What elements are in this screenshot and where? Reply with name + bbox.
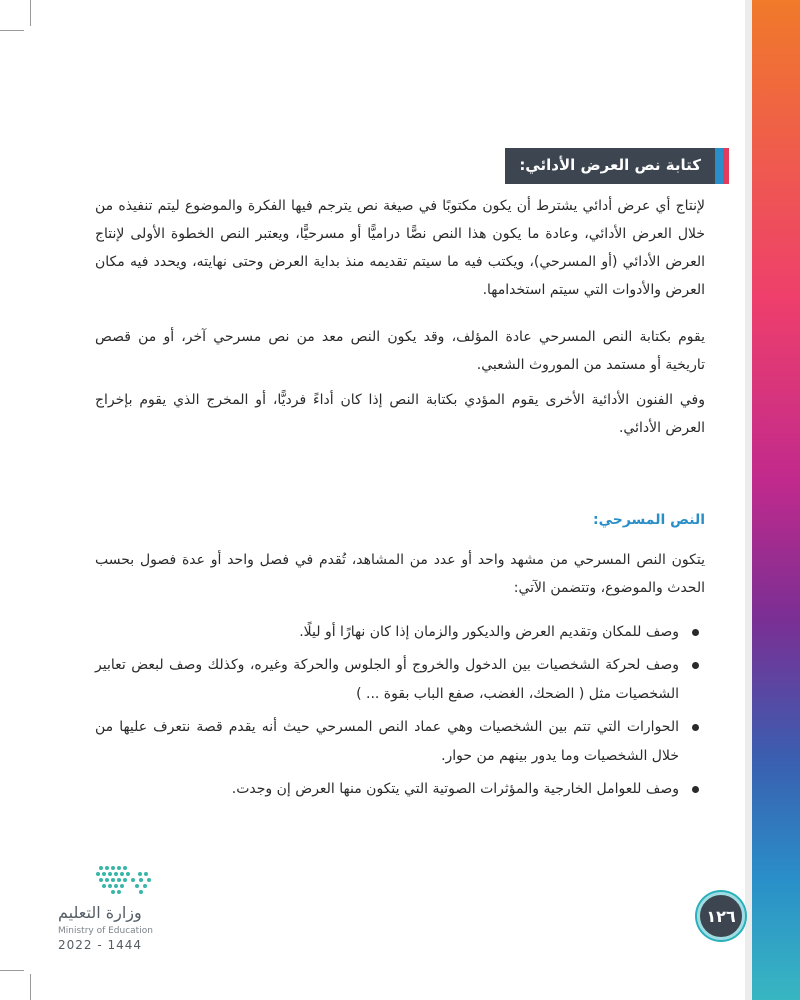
crop-mark — [30, 974, 31, 1000]
edition-year: 2022 - 1444 — [58, 938, 143, 952]
bullet-list — [95, 618, 705, 808]
list-item: وصف للمكان وتقديم العرض والديكور والزمان إذا كان نهارًا أو ليلًا. — [95, 618, 705, 647]
paragraph-3: وفي الفنون الأدائية الأخرى يقوم المؤدي بكتابة النص إذا كان أداءً فرديًّا، أو المخرج الذي يقوم بإخراج العرض الأدائي. — [95, 392, 705, 436]
list-item: وصف لحركة الشخصيات بين الدخول والخروج أو الجلوس والحركة وغيره، وكذلك وصف لبعض تعابير الشخصيات مثل ( الضحك، الغضب، صفع الباب بقوة ... ) — [95, 651, 705, 709]
crop-mark — [0, 30, 24, 31]
bullet-icon — [692, 724, 699, 731]
list-item: وصف للعوامل الخارجية والمؤثرات الصوتية التي يتكون منها العرض إن وجدت. — [95, 775, 705, 804]
bullet-icon — [692, 662, 699, 669]
bullet-icon — [692, 629, 699, 636]
ministry-logo-icon — [95, 862, 155, 898]
crop-mark — [0, 970, 24, 971]
heading-accent-blue — [715, 148, 723, 184]
paragraph-2: يقوم بكتابة النص المسرحي عادة المؤلف، وقد يكون النص معد من نص مسرحي آخر، أو من قصص تاريخية أو مستمد من الموروث الشعبي. — [95, 329, 705, 373]
paragraph-1: لإنتاج أي عرض أدائي يشترط أن يكون مكتوبًا في صيغة نص يترجم فيها الفكرة والموضوع ليتم تنفيذه من خلال العرض الأدائي، وعادة ما يكون هذا النص نصًّا دراميًّا أو مسرحيًّا، ويعتبر النص الخطوة الأولى لإنتاج العرض الأدائي (أو المسرحي)، ويكتب فيه ما سيتم تقديمه منذ بداية العرض وحتى نهايته، ويحدد فيه مكان العرض والأدوات التي سيتم استخدامها. — [95, 198, 705, 298]
subheading: النص المسرحي: — [593, 512, 705, 528]
ministry-name-arabic: وزارة التعليم — [58, 903, 142, 922]
section-heading-bar — [505, 148, 715, 184]
decorative-color-stripe — [752, 0, 800, 1000]
section-title: كتابة نص العرض الأدائي: — [519, 156, 701, 174]
ministry-name-english: Ministry of Education — [58, 926, 153, 936]
page-edge-shadow — [745, 0, 752, 1000]
heading-accent-red — [723, 148, 729, 184]
list-item: الحوارات التي تتم بين الشخصيات وهي عماد النص المسرحي حيث أنه يقدم قصة نتعرف عليها من خلال الشخصيات وما يدور بينهم من حوار. — [95, 713, 705, 771]
crop-mark — [30, 0, 31, 26]
bullet-icon — [692, 786, 699, 793]
intro-paragraph: يتكون النص المسرحي من مشهد واحد أو عدد من المشاهد، تُقدم في فصل واحد أو عدة فصول بحسب الحدث والموضوع، وتتضمن الآتي: — [95, 552, 705, 596]
page-number: ١٢٦ — [697, 892, 745, 940]
